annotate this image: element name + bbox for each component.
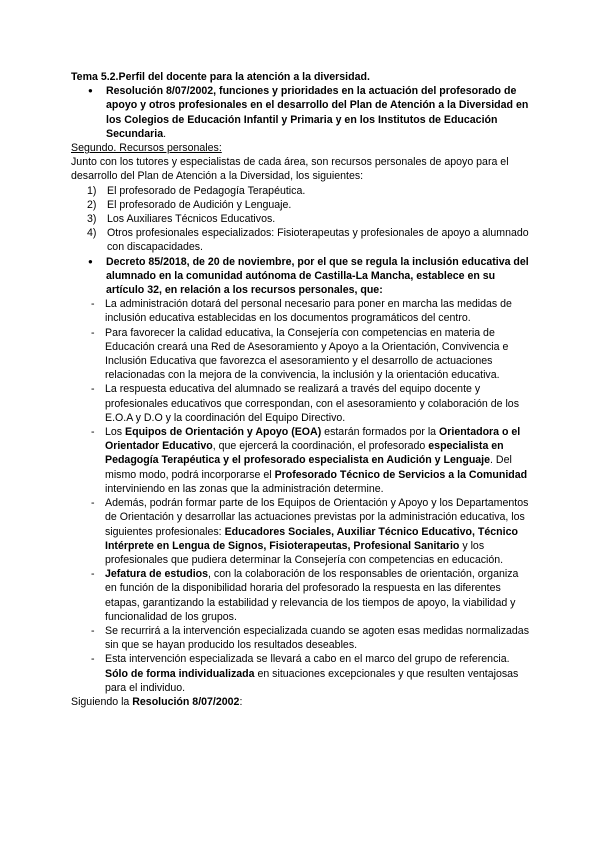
bullet-marker: ●: [88, 256, 93, 266]
bullet-marker: ●: [88, 86, 93, 96]
section-heading: Segundo. Recursos personales:: [71, 142, 222, 155]
dash-item: - Jefatura de estudios, con la colaboración de los responsables de orientación, organiza en función de la disponibilidad horaria del profesorado la respuesta en las diferentes etapas, garantizando la estabilidad y relevancia de los tiempos de apoyo, la viabilidad y funcionalidad de los grupos.: [91, 568, 519, 623]
list-item: 2) El profesorado de Audición y Lenguaje.: [87, 198, 292, 211]
document-title: Tema 5.2.Perfil del docente para la atención a la diversidad.: [71, 71, 370, 83]
bullet-text: Resolución 8/07/2002, funciones y prioridades en la actuación del profesorado de apoyo y otros profesionales en el desarrollo del Plan de Atención a la Diversidad en los Colegios de Educación Infantil y Primaria y en los Institutos de Educación Secundaria.: [106, 85, 529, 140]
bullet-text: Decreto 85/2018, de 20 de noviembre, por el que se regula la inclusión educativa del alumnado en la comunidad autónoma de Castilla-La Mancha, establece en su artículo 32, en relación a los recursos personales, que:: [106, 255, 529, 297]
list-item: 3) Los Auxiliares Técnicos Educativos.: [87, 213, 276, 226]
resolucion-bullet: [71, 84, 529, 141]
document-page: [71, 70, 529, 709]
dash-item: - Además, podrán formar parte de los Equipos de Orientación y Apoyo y los Departamentos de Orientación y desarrollar las actuaciones previstas por la administración educativa, los siguientes profesionales: Educadores Sociales, Auxiliar Técnico Educativo, Técnico Intérprete en Lengua de Signos, Fisioterapeutas, Profesional Sanitario y los profesionales que pudiera determinar la Consejería con competencias en educación.: [91, 497, 529, 566]
dash-item: - Los Equipos de Orientación y Apoyo (EOA) estarán formados por la Orientadora o el Orientador Educativo, que ejercerá la coordinación, el profesorado especialista en Pedagogía Terapéutica y el profesorado especialista en Audición y Lenguaje. Del mismo modo, podrá incorporarse el Profesorado Técnico de Servicios a la Comunidad interviniendo en las zonas que la administración determine.: [91, 426, 528, 495]
intro-paragraph: Junto con los tutores y especialistas de cada área, son recursos personales de apoyo para el desarrollo del Plan de Atención a la Diversidad, los siguientes:: [71, 156, 509, 183]
dash-item: - La administración dotará del personal necesario para poner en marcha las medidas de inclusión educativa establecidas en los documentos programáticos del centro.: [91, 298, 512, 325]
decreto-bullet: [71, 255, 529, 298]
list-item: 4) Otros profesionales especializados: Fisioterapeutas y profesionales de apoyo a alumnado con discapacidades.: [87, 227, 529, 254]
dash-item: - Esta intervención especializada se llevará a cabo en el marco del grupo de referencia. Sólo de forma individualizada en situaciones excepcionales y que resulten ventajosas para el individuo.: [91, 653, 519, 694]
dash-item: - Para favorecer la calidad educativa, la Consejería con competencias en materia de Educación creará una Red de Asesoramiento y Apoyo a la Orientación, Convivencia e Inclusión Educativa que favorezca el asesoramiento y el desarrollo de actuaciones relacionadas con la mejora de la convivencia, la inclusión y la orientación educativa.: [91, 326, 509, 382]
closing-line: Siguiendo la Resolución 8/07/2002:: [71, 695, 243, 708]
dash-item: - Se recurrirá a la intervención especializada cuando se agoten esas medidas normalizadas sin que se hayan producido los resultados deseables.: [91, 624, 529, 652]
dash-item: - La respuesta educativa del alumnado se realizará a través del equipo docente y profesionales educativos que correspondan, con el asesoramiento y colaboración de los E.O.A y D.O y la coordinación del Equipo Directivo.: [91, 383, 519, 424]
list-item: 1) El profesorado de Pedagogía Terapéutica.: [87, 184, 306, 197]
